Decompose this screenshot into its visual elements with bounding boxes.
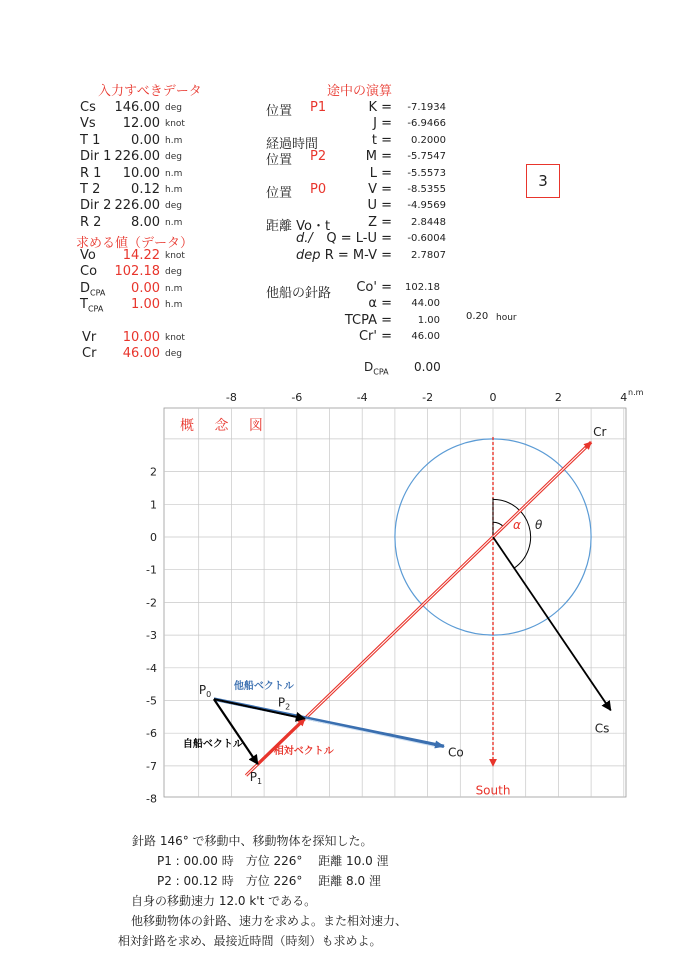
input-value: 0.12: [131, 182, 160, 197]
y-tick-label: -6: [146, 727, 157, 741]
y-tick-label: -5: [146, 694, 157, 708]
calc-value: -6.9466: [407, 118, 446, 130]
result-label: Cr: [82, 346, 97, 362]
result-value: 10.00: [122, 330, 160, 345]
relative-vector-label: 相対ベクトル: [273, 746, 334, 758]
calc-value: 2.7807: [411, 249, 446, 261]
x-tick-label: 2: [554, 391, 562, 404]
south-label: South: [475, 783, 511, 798]
problem-line-5: 他移動物体の針路、速力を求めよ。また相対速力、: [131, 914, 408, 928]
problem-line-3: P2 : 00.12 時 方位 226° 距離 8.0 浬: [157, 874, 381, 888]
result-label: Vo: [80, 248, 96, 263]
result-label: Vr: [82, 330, 97, 345]
input-label: R 2: [80, 214, 102, 230]
y-tick-label: 1: [150, 498, 157, 512]
calc-value: -0.6004: [407, 233, 446, 245]
input-label: Vs: [80, 116, 96, 132]
result-unit: h.m: [165, 300, 183, 311]
input-unit: knot: [165, 119, 185, 130]
calc-variable: L =: [369, 165, 392, 181]
other-vector-label: 他船ベクトル: [233, 681, 294, 693]
other-value: 46.00: [411, 331, 440, 343]
input-value: 226.00: [114, 149, 160, 165]
input-label: Cs: [80, 100, 96, 115]
input-header: 入力すべきデータ: [98, 84, 202, 99]
other-variable: α =: [368, 296, 392, 312]
input-value: 10.00: [122, 165, 160, 181]
problem-line-6: 相対針路を求め、最接近時間（時刻）も求めよ。: [118, 934, 382, 948]
input-unit: deg: [165, 201, 182, 212]
result-label-sub: CPA: [87, 304, 104, 314]
calc-value: -7.1934: [407, 102, 446, 113]
input-unit: n.m: [165, 217, 183, 228]
calc-header: 途中の演算: [327, 84, 393, 99]
input-label: Dir 1: [80, 149, 112, 165]
calc-variable: Z =: [368, 214, 392, 230]
calc-position-tag: P2: [310, 149, 327, 165]
calc-prefix: 距離 Vo・t: [266, 218, 331, 234]
cr-label: Cr: [593, 425, 607, 440]
other-value: 102.18: [405, 282, 440, 293]
result-unit: deg: [165, 349, 182, 360]
result-value: 0.00: [131, 280, 160, 296]
result-unit: knot: [165, 251, 185, 261]
result-value: 14.22: [122, 248, 160, 263]
relative-vector: [258, 719, 305, 764]
other-value: 1.00: [417, 314, 440, 326]
other-variable: TCPA =: [344, 312, 392, 328]
y-tick-label: -2: [146, 596, 157, 610]
hour-value: 0.20: [466, 311, 489, 322]
calc-variable: J =: [373, 116, 392, 132]
calc-variable: V =: [368, 182, 392, 197]
result-unit: n.m: [165, 283, 183, 294]
page-number-box: 3: [526, 164, 560, 198]
input-value: 146.00: [114, 100, 160, 115]
x-tick-label: -4: [356, 391, 368, 404]
unit-label: n.m: [628, 388, 644, 397]
point-p2-label: $P_2$: [277, 695, 291, 712]
own-ship-vector: [214, 699, 258, 764]
problem-line-4: 自身の移動速力 12.0 k't である。: [131, 894, 317, 908]
input-value: 0.00: [131, 132, 160, 148]
calc-position-tag: P1: [310, 100, 327, 115]
calc-position-tag: P0: [310, 182, 327, 197]
calc-prefix: 位置: [266, 153, 293, 169]
y-tick-label: 2: [150, 465, 157, 479]
result-label: $D_{CPA}$: [80, 280, 106, 298]
theta-label: θ: [535, 518, 543, 532]
calc-prefix: 位置: [266, 186, 293, 201]
other-ship-vector: [214, 699, 305, 719]
x-tick-label: -8: [225, 391, 237, 404]
input-label: R 1: [80, 165, 102, 181]
calc-variable: t =: [371, 132, 392, 148]
input-unit: h.m: [165, 135, 183, 146]
result-label-sub: CPA: [90, 288, 106, 298]
own-course-line: [493, 537, 611, 710]
calc-prefix: d./: [296, 231, 313, 247]
input-value: 8.00: [131, 214, 160, 230]
y-tick-label: -1: [146, 563, 157, 577]
other-variable: Co' =: [356, 280, 392, 295]
theta-arc: [493, 499, 531, 568]
other-value: 44.00: [411, 298, 440, 310]
input-unit: h.m: [165, 185, 183, 195]
calc-value: -5.5573: [407, 167, 446, 179]
problem-line-1: 針路 146° で移動中、移動物体を探知した。: [132, 834, 373, 848]
result-label: Co: [80, 264, 98, 280]
y-tick-label: -4: [146, 661, 157, 675]
input-label: T 2: [80, 182, 101, 197]
dcpa-label: $D_{CPA}$: [364, 360, 389, 377]
calc-prefix: 経過時間: [266, 136, 319, 152]
calc-value: -8.5355: [407, 184, 446, 195]
calc-value: 2.8448: [411, 216, 446, 228]
input-unit: n.m: [165, 168, 183, 179]
calc-variable: M =: [365, 149, 392, 165]
y-tick-label: -3: [146, 629, 157, 643]
calc-value: 0.2000: [411, 134, 446, 146]
calc-value: -4.9569: [407, 200, 446, 212]
result-unit: knot: [165, 333, 185, 343]
calc-variable: U =: [367, 198, 392, 214]
input-unit: deg: [165, 103, 182, 113]
result-label: $T_{CPA}$: [80, 297, 104, 314]
problem-line-2: P1 : 00.00 時 方位 226° 距離 10.0 浬: [157, 854, 389, 868]
input-label: T 1: [80, 132, 101, 148]
input-unit: deg: [165, 152, 182, 163]
input-value: 226.00: [114, 198, 160, 214]
alpha-label: α: [513, 518, 521, 532]
calc-prefix: 位置: [266, 104, 293, 119]
other-ship-title: 他船の針路: [266, 286, 332, 301]
x-tick-label: -2: [422, 391, 434, 404]
x-tick-label: 0: [489, 391, 497, 404]
y-tick-label: 0: [150, 531, 157, 544]
calc-variable: Q = L-U =: [326, 231, 392, 247]
calc-variable: K =: [368, 100, 392, 115]
x-tick-label: -6: [291, 391, 303, 404]
cs-label: Cs: [594, 721, 610, 736]
diagram-title: 概 念 図: [180, 418, 271, 434]
calc-value: -5.7547: [407, 151, 446, 163]
result-value: 1.00: [131, 297, 160, 313]
co-label: Co: [447, 745, 464, 760]
y-tick-label: -8: [146, 792, 157, 806]
hour-unit: hour: [496, 313, 517, 323]
own-vector-label: 自船ベクトル: [182, 739, 243, 751]
calc-prefix: dep: [296, 247, 321, 263]
result-header: 求める値（データ）: [76, 236, 194, 251]
input-value: 12.00: [122, 116, 160, 132]
input-label: Dir 2: [80, 198, 112, 214]
other-variable: Cr' =: [358, 329, 392, 345]
result-value: 46.00: [122, 346, 160, 362]
x-tick-label: 4: [620, 391, 628, 404]
y-tick-label: -7: [146, 759, 157, 773]
result-unit: deg: [165, 267, 182, 278]
result-value: 102.18: [114, 264, 160, 280]
point-p1-label: $P_1$: [249, 770, 263, 787]
point-p0-label: $P_0$: [198, 683, 212, 700]
dcpa-value: 0.00: [414, 360, 441, 374]
calc-variable: R = M-V =: [324, 247, 392, 263]
